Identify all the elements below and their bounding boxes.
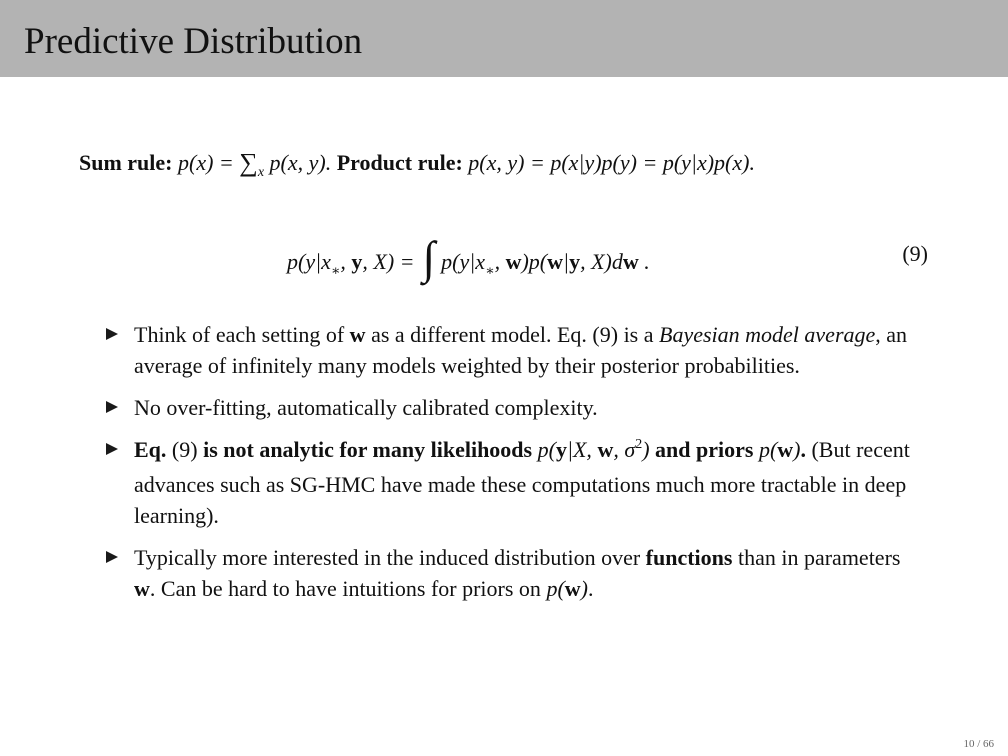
bullet-list xyxy=(100,319,920,615)
integral-sign: ∫ xyxy=(422,232,436,283)
eq-rhs-a: p(y|x xyxy=(441,249,486,274)
bullet-text: as a different model. Eq. (9) is a xyxy=(365,322,660,347)
bullet-math: |X, xyxy=(566,437,598,462)
bullet-math-y: y xyxy=(555,437,567,462)
bullet-emphasis: Bayesian model average xyxy=(659,322,876,347)
eq-lhs-y: y xyxy=(351,249,363,274)
eq-rhs-star: ∗ xyxy=(485,264,495,279)
bullet-text: . Can be hard to have intuitions for priors on xyxy=(149,576,547,601)
eq-rhs-y: y xyxy=(569,249,581,274)
bullet-w: w xyxy=(349,322,366,347)
eq-rhs-b: , xyxy=(494,249,506,274)
eq-rhs-e: , X)d xyxy=(580,249,623,274)
bullet-bold: and priors xyxy=(649,437,759,462)
bullet-item xyxy=(100,392,920,423)
bullet-text: (But recent advances such as SG-HMC have made these computations much more tractable in deep learning). xyxy=(134,437,910,528)
page-number: 10 / 66 xyxy=(963,738,994,750)
bullet-text: (9) xyxy=(166,437,204,462)
bullet-text: than in parameters xyxy=(732,545,901,570)
predictive-equation xyxy=(287,234,650,286)
bullet-math-superscript: 2 xyxy=(635,437,643,452)
sum-symbol: ∑ xyxy=(239,148,258,177)
sum-rule-math-b: p(x, y). xyxy=(264,150,332,175)
bullet-math: ) xyxy=(642,437,650,462)
bullet-text: . xyxy=(587,576,594,601)
title-bar xyxy=(0,0,1008,77)
bullet-item xyxy=(100,542,920,604)
eq-rhs-w1: w xyxy=(505,249,522,274)
bullet-math: p( xyxy=(758,437,778,462)
bullet-w: w xyxy=(134,576,150,601)
bullet-arrow-icon xyxy=(106,551,118,563)
bullet-item xyxy=(100,319,920,381)
eq-rhs-w2: w xyxy=(547,249,564,274)
eq-rhs-c: )p( xyxy=(521,249,548,274)
bullet-arrow-icon xyxy=(106,443,118,455)
bullet-text: No over-fitting, automatically calibrated complexity. xyxy=(134,395,598,420)
bullet-bold: is not analytic for many likelihoods xyxy=(203,437,538,462)
equation-number: (9) xyxy=(902,241,928,266)
bullet-math-w: w xyxy=(564,576,581,601)
bullet-arrow-icon xyxy=(106,401,118,413)
sum-subscript: x xyxy=(257,165,265,180)
bullet-math: p( xyxy=(546,576,565,601)
eq-rhs-d: | xyxy=(563,249,570,274)
bullet-bold: functions xyxy=(645,545,733,570)
bullet-math: , σ xyxy=(613,437,636,462)
bullet-bold: Eq. xyxy=(134,437,167,462)
bullet-math-w: w xyxy=(597,437,614,462)
bullet-item xyxy=(100,434,920,531)
bullet-text: , an average of infinitely many models weighted by their posterior probabilities. xyxy=(134,322,908,378)
eq-rhs-w3: w xyxy=(622,249,639,274)
eq-lhs-star: ∗ xyxy=(330,264,341,279)
product-rule-math: p(x, y) = p(x|y)p(y) = p(y|x)p(x). xyxy=(468,150,755,175)
bullet-text: Typically more interested in the induced distribution over xyxy=(134,545,646,570)
eq-lhs-a: p(y|x xyxy=(287,249,331,274)
bullet-math: ) xyxy=(580,576,588,601)
rules-line xyxy=(79,147,755,182)
slide-title: Predictive Distribution xyxy=(24,21,363,62)
bullet-arrow-icon xyxy=(106,328,118,340)
eq-lhs-c: , X) = xyxy=(362,249,415,274)
bullet-math: ) xyxy=(793,437,801,462)
bullet-bold: . xyxy=(800,437,806,462)
eq-lhs-b: , xyxy=(340,249,352,274)
sum-rule-label: Sum rule: xyxy=(79,150,173,175)
product-rule-label: Product rule: xyxy=(336,150,463,175)
sum-rule-math-a: p(x) = xyxy=(178,150,240,175)
bullet-text: Think of each setting of xyxy=(134,322,350,347)
bullet-math: p( xyxy=(537,437,556,462)
eq-rhs-f: . xyxy=(638,249,650,274)
bullet-math-w: w xyxy=(777,437,794,462)
